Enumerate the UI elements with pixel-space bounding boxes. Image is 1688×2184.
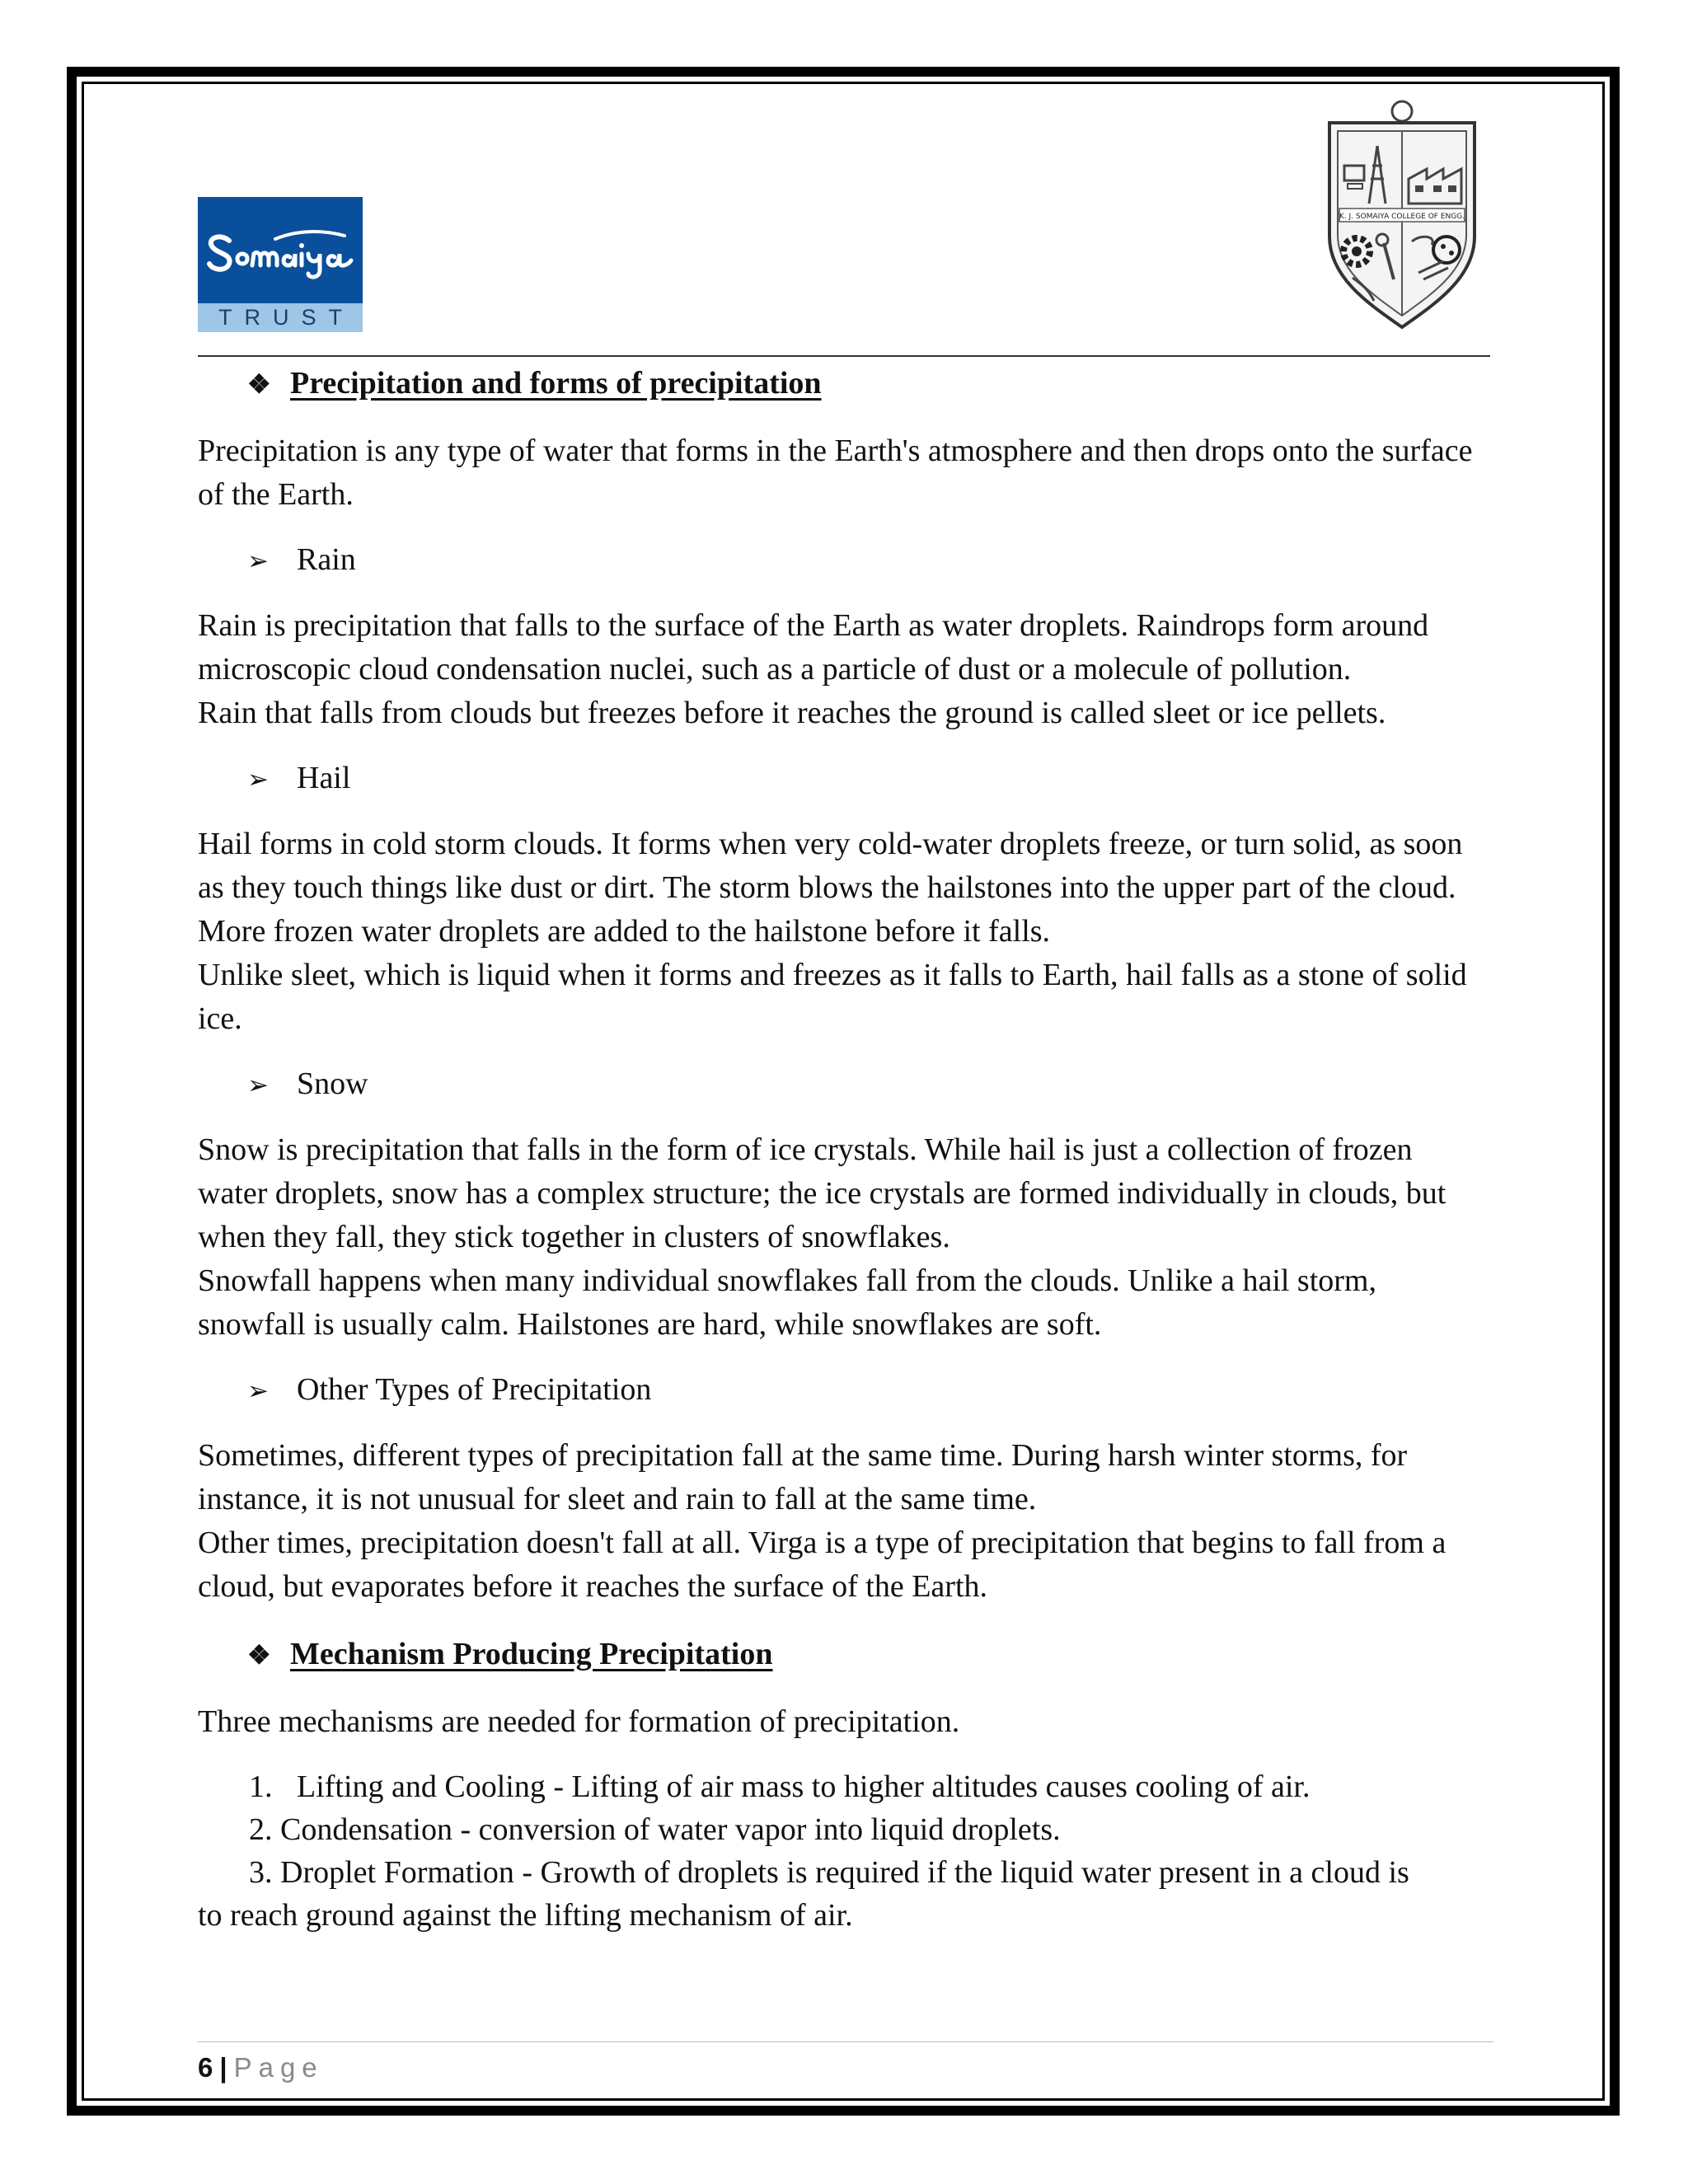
other-paragraph-2: Other times, precipitation doesn't fall at all. Virga is a type of precipitation that begins to fall from a cloud, but evaporates before it reaches the surface of the Earth. xyxy=(198,1526,1447,1604)
subheading-rain xyxy=(198,538,1489,583)
page-footer xyxy=(198,2047,324,2088)
crest-shield-icon xyxy=(1320,96,1484,334)
list-item-text: Droplet Formation - Growth of droplets is required if the liquid water present in a cloud is xyxy=(280,1855,1409,1890)
section-heading-text: Precipitation and forms of precipitation xyxy=(290,366,822,401)
subheading-hail xyxy=(198,757,1489,801)
subheading-text: Rain xyxy=(297,542,356,577)
list-item-number: 2. xyxy=(249,1812,273,1847)
section-heading-mechanism xyxy=(198,1630,1489,1679)
arrow-bullet-icon: ➢ xyxy=(247,546,269,575)
rain-paragraph-1: Rain is precipitation that falls to the surface of the Earth as water droplets. Raindrops form around microscopic cloud condensation nuclei, such as a particle of dust or a molecule of pollution. xyxy=(198,608,1429,687)
list-item-text: Condensation - conversion of water vapor into liquid droplets. xyxy=(280,1812,1061,1847)
section-heading-text: Mechanism Producing Precipitation xyxy=(290,1637,773,1671)
subheading-other-types xyxy=(198,1368,1489,1413)
rain-paragraph-2: Rain that falls from clouds but freezes before it reaches the ground is called sleet or ice pellets. xyxy=(198,696,1386,730)
subheading-snow xyxy=(198,1062,1489,1107)
subheading-text: Hail xyxy=(297,761,351,795)
section-heading-precipitation xyxy=(198,359,1489,408)
mechanism-intro: Three mechanisms are needed for formation of precipitation. xyxy=(198,1704,960,1739)
crest-text: K. J. SOMAIYA COLLEGE OF ENGG. xyxy=(1339,213,1465,221)
precipitation-intro: Precipitation is any type of water that forms in the Earth's atmosphere and then drops onto the surface of the Earth. xyxy=(198,434,1473,512)
list-item xyxy=(198,1851,1489,1894)
diamond-bullet-icon: ❖ xyxy=(247,369,271,399)
document-body xyxy=(198,359,1489,1937)
list-item-number: 3. xyxy=(249,1855,273,1890)
list-item xyxy=(198,1808,1489,1851)
college-crest xyxy=(1320,96,1484,334)
list-item-number: 1. xyxy=(249,1769,273,1804)
header-divider xyxy=(198,355,1490,357)
hail-paragraph-2: Unlike sleet, which is liquid when it forms and freezes as it falls to Earth, hail falls as a stone of solid ice. xyxy=(198,958,1467,1036)
arrow-bullet-icon: ➢ xyxy=(247,765,269,794)
arrow-bullet-icon: ➢ xyxy=(247,1071,269,1099)
footer-divider xyxy=(198,2041,1493,2042)
other-paragraph-1: Sometimes, different types of precipitation fall at the same time. During harsh winter storms, for instance, it is not unusual for sleet and rain to fall at the same time. xyxy=(198,1438,1408,1516)
page-label: Page xyxy=(233,2052,324,2083)
hail-paragraph-1: Hail forms in cold storm clouds. It forms when very cold-water droplets freeze, or turn solid, as soon as they touch things like dust or dirt. The storm blows the hailstones into the upper part of the cloud. More frozen water droplets are added to the hailstone before it falls. xyxy=(198,827,1463,949)
diamond-bullet-icon: ❖ xyxy=(247,1640,271,1670)
mechanism-list xyxy=(198,1765,1489,1937)
somaiya-logo-mark xyxy=(198,197,363,303)
list-item xyxy=(198,1765,1489,1808)
somaiya-trust-logo xyxy=(198,197,363,332)
footer-separator: | xyxy=(219,2052,227,2083)
list-item-text: Lifting and Cooling - Lifting of air mass to higher altitudes causes cooling of air. xyxy=(297,1769,1311,1804)
arrow-bullet-icon: ➢ xyxy=(247,1376,269,1405)
subheading-text: Other Types of Precipitation xyxy=(297,1372,652,1407)
subheading-text: Snow xyxy=(297,1066,368,1101)
trust-logo-text: TRUST xyxy=(218,305,354,330)
page-number: 6 xyxy=(198,2052,213,2083)
snow-paragraph-1: Snow is precipitation that falls in the form of ice crystals. While hail is just a collection of frozen water droplets, snow has a complex structure; the ice crystals are formed individually in clouds, but when they fall, they stick together in clusters of snowflakes. xyxy=(198,1132,1447,1254)
somaiya-script-icon xyxy=(204,216,356,285)
snow-paragraph-2: Snowfall happens when many individual snowflakes fall from the clouds. Unlike a hail storm, snowfall is usually calm. Hailstones are hard, while snowflakes are soft. xyxy=(198,1263,1376,1342)
list-item-continuation: to reach ground against the lifting mechanism of air. xyxy=(198,1898,853,1933)
